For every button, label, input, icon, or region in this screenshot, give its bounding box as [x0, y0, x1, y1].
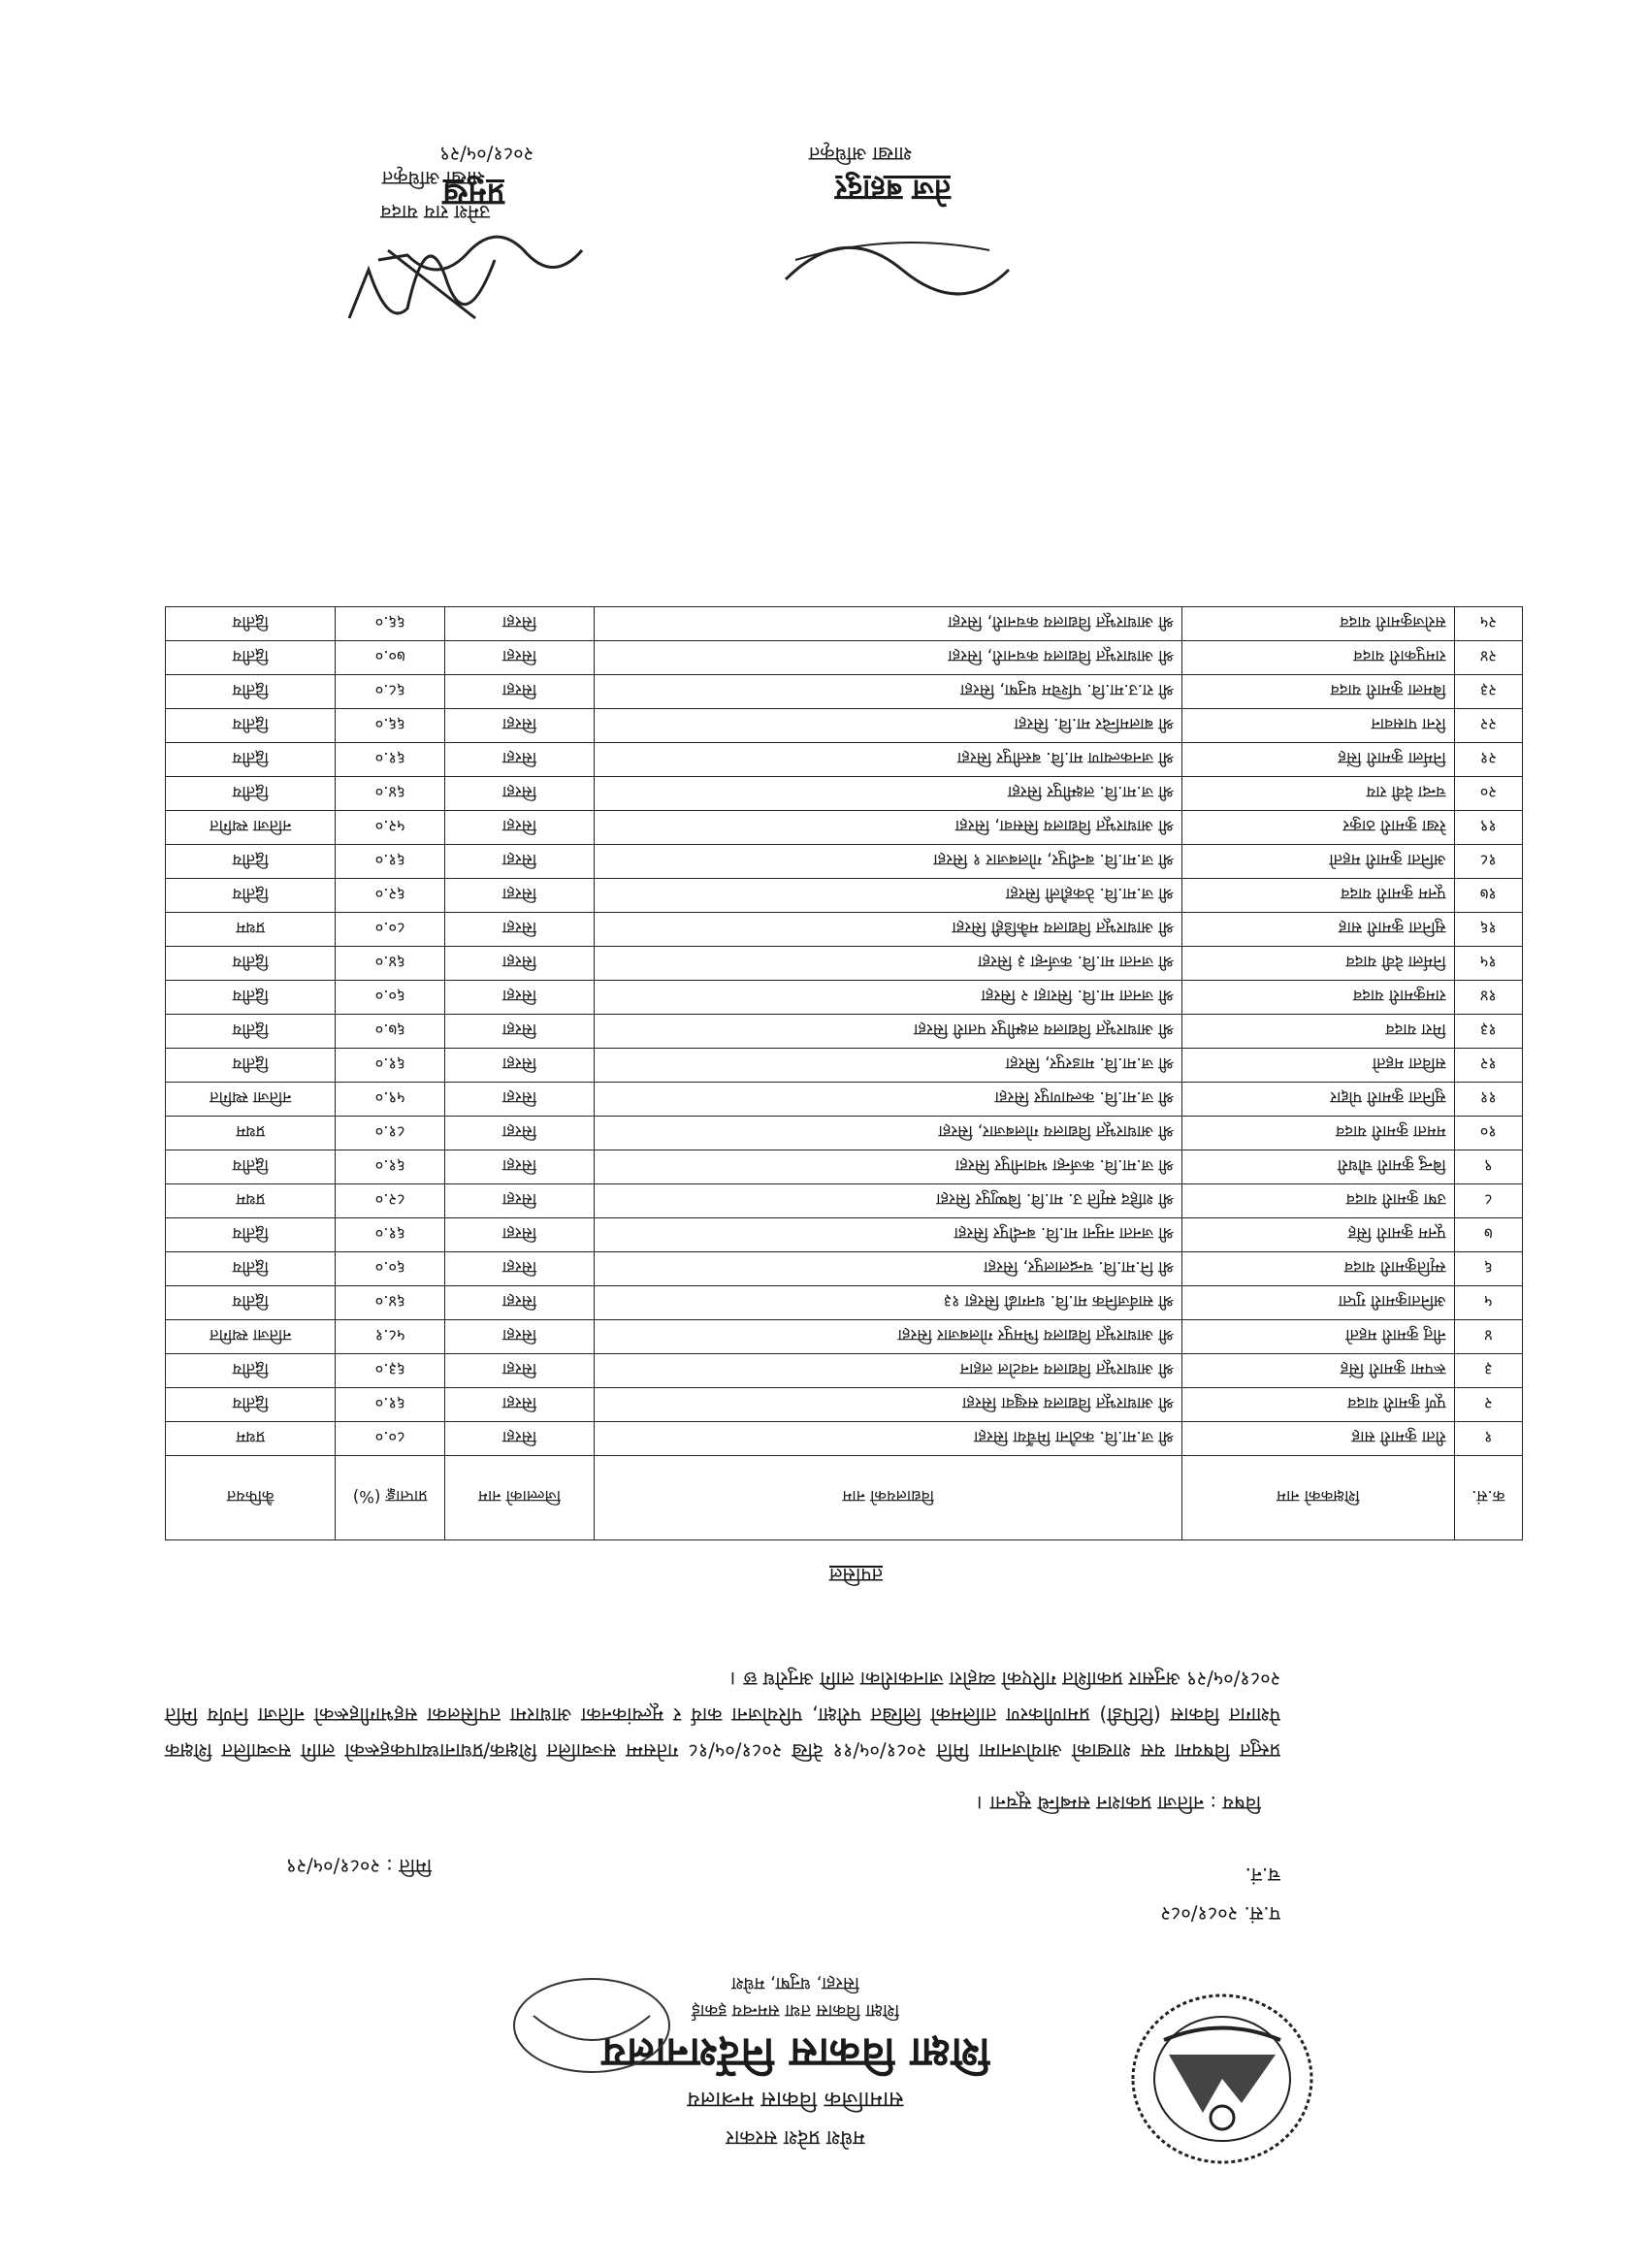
cell-district: सिरहा	[444, 1218, 594, 1252]
cell-name: ममता कुमारी यादव	[1182, 1117, 1454, 1150]
table-title: तपसिल	[828, 1564, 883, 1587]
table-body	[166, 607, 1523, 1456]
cell-name: अनिता कुमारी महतो	[1182, 845, 1454, 879]
cell-remarks: द्वितीय	[166, 1286, 336, 1320]
cell-remarks: द्वितीय	[166, 1252, 336, 1286]
signature-1-title: शाखा अधिकृत	[381, 167, 485, 190]
col-remarks: कैफियत	[166, 1456, 336, 1540]
cell-remarks: द्वितीय	[166, 709, 336, 743]
cell-percent: ६०.०	[336, 1252, 444, 1286]
cell-sn: १८	[1454, 845, 1522, 879]
cell-name: रेखा कुमारी ठाकुर	[1182, 811, 1454, 845]
col-district: जिल्लाको नाम	[444, 1456, 594, 1540]
cell-name: पूनम कुमारी यादव	[1182, 879, 1454, 913]
cell-sn: २१	[1454, 743, 1522, 777]
cell-remarks: प्रथम	[166, 1117, 336, 1150]
table-row	[166, 981, 1523, 1015]
cell-percent: ८१.०	[336, 1117, 444, 1150]
cell-school: श्री जनता नमुना मा.वि. बन्दीपुर सिरहा	[595, 1218, 1182, 1252]
table-row	[166, 845, 1523, 879]
cell-district: सिरहा	[444, 1422, 594, 1456]
dispatch-number: च.नं.	[1245, 1863, 1280, 1887]
cell-name: सरोजकुमारी यादव	[1182, 607, 1454, 641]
cell-sn: २४	[1454, 641, 1522, 675]
table-row	[166, 1320, 1523, 1354]
cell-sn: ९	[1454, 1150, 1522, 1184]
cell-school: श्री बालमन्दिर मा.वि. सिरहा	[595, 709, 1182, 743]
cell-remarks: द्वितीय	[166, 947, 336, 981]
cell-district: सिरहा	[444, 777, 594, 811]
table-row	[166, 811, 1523, 845]
cell-percent: ६२.०	[336, 879, 444, 913]
cell-school: श्री जनता मा.वि. कर्जन्हा ३ सिरहा	[595, 947, 1182, 981]
cell-school: श्री आधारभूत विद्यालय लक्ष्मीपुर पतारी सिरहा	[595, 1015, 1182, 1049]
cell-remarks: प्रथम	[166, 1184, 336, 1218]
cell-district: सिरहा	[444, 1354, 594, 1388]
cell-remarks: द्वितीय	[166, 879, 336, 913]
cell-district: सिरहा	[444, 1083, 594, 1117]
table-row	[166, 879, 1523, 913]
table-row	[166, 1015, 1523, 1049]
cell-name: चन्दा देवी राय	[1182, 777, 1454, 811]
table-row	[166, 913, 1523, 947]
cell-school: श्री आधारभूत विद्यालय मकैडिही सिरहा	[595, 913, 1182, 947]
cell-school: श्री आधारभूत विद्यालय नवटोल लहान	[595, 1354, 1182, 1388]
cell-remarks: द्वितीय	[166, 1388, 336, 1422]
cell-sn: १९	[1454, 811, 1522, 845]
cell-school: श्री जनता मा.वि. सिराहा २ सिरहा	[595, 981, 1182, 1015]
cell-sn: १०	[1454, 1117, 1522, 1150]
table-row	[166, 1184, 1523, 1218]
cell-school: श्री ज.मा.वि. ठेकहौली सिरहा	[595, 879, 1182, 913]
cell-remarks: द्वितीय	[166, 1354, 336, 1388]
cell-remarks: द्वितीय	[166, 1150, 336, 1184]
cell-percent: ६४.०	[336, 777, 444, 811]
cell-school: श्री आधारभूत विद्यालय गोलबजार, सिरहा	[595, 1117, 1182, 1150]
cell-remarks: प्रथम	[166, 913, 336, 947]
cell-percent: ६६.०	[336, 709, 444, 743]
signature-3-icon	[369, 221, 592, 289]
cell-district: सिरहा	[444, 743, 594, 777]
cell-school: श्री आधारभूत विद्यालय सखुवा सिरहा	[595, 1388, 1182, 1422]
cell-name: अनिताकुमारी गुप्ता	[1182, 1286, 1454, 1320]
table-row	[166, 1388, 1523, 1422]
table-row	[166, 1286, 1523, 1320]
cell-name: निर्मला कुमारी सिंह	[1182, 743, 1454, 777]
cell-district: सिरहा	[444, 981, 594, 1015]
cell-percent: ६०.०	[336, 981, 444, 1015]
signature-3-date: २०८१/०५/२९	[439, 143, 534, 166]
cell-percent: ८२.०	[336, 1184, 444, 1218]
cell-percent: ८०.०	[336, 1422, 444, 1456]
reference-number: प.सं. २०८१/०८२	[1160, 1902, 1280, 1926]
cell-percent: ६७.०	[336, 1015, 444, 1049]
cell-remarks: द्वितीय	[166, 1049, 336, 1083]
cell-remarks: द्वितीय	[166, 981, 336, 1015]
cell-district: सिरहा	[444, 811, 594, 845]
table-row	[166, 743, 1523, 777]
table-row	[166, 675, 1523, 709]
cell-district: सिरहा	[444, 1049, 594, 1083]
table-row	[166, 1117, 1523, 1150]
cell-sn: १३	[1454, 1015, 1522, 1049]
results-table	[165, 606, 1523, 1540]
cell-percent: ८०.०	[336, 913, 444, 947]
signature-2-name: तेज बहादुर	[835, 173, 951, 207]
cell-sn: १६	[1454, 913, 1522, 947]
cell-percent: ६४.०	[336, 1286, 444, 1320]
letter-subject: विषय : नतिजा प्रकाशन सम्बन्धि सूचना ।	[976, 1792, 1261, 1815]
table-row	[166, 1218, 1523, 1252]
cell-sn: ५	[1454, 1286, 1522, 1320]
col-school-name: विद्यालयको नाम	[595, 1456, 1182, 1540]
cell-name: बिमला कुमारी यादव	[1182, 675, 1454, 709]
cell-percent: ६१.०	[336, 1150, 444, 1184]
office-address: सिरहा, धनुषा, मधेश	[731, 1973, 859, 1993]
reference-block	[1161, 1856, 1281, 1933]
cell-school: श्री शहिद स्मृति उ. मा.वि. बिष्णुपुर सिरहा	[595, 1184, 1182, 1218]
cell-remarks: द्वितीय	[166, 1218, 336, 1252]
table-row	[166, 1422, 1523, 1456]
cell-district: सिरहा	[444, 1117, 594, 1150]
cell-sn: ६	[1454, 1252, 1522, 1286]
cell-school: श्री आधारभूत विद्यालय कचनारी, सिरहा	[595, 607, 1182, 641]
cell-name: स्मृतिकुमारी यादव	[1182, 1252, 1454, 1286]
cell-sn: २३	[1454, 675, 1522, 709]
cell-percent: ५२.०	[336, 811, 444, 845]
cell-percent: ६१.०	[336, 845, 444, 879]
cell-sn: १	[1454, 1422, 1522, 1456]
table-header-row	[166, 1456, 1523, 1540]
government-name: मधेश प्रदेश सरकार	[726, 2126, 865, 2150]
cell-percent: ६४.०	[336, 947, 444, 981]
cell-percent: ६१.०	[336, 743, 444, 777]
cell-name: सुनिता कुमारी पोद्दार	[1182, 1083, 1454, 1117]
cell-district: सिरहा	[444, 879, 594, 913]
signature-3-title: प्रमुख	[442, 177, 504, 213]
cell-percent: ६३.०	[336, 1354, 444, 1388]
table-row	[166, 777, 1523, 811]
cell-school: श्री रा.उ.मा.वि. पश्चिम धनुषा, सिरहा	[595, 675, 1182, 709]
cell-percent: ६१.०	[336, 1388, 444, 1422]
table-row	[166, 1252, 1523, 1286]
table-row	[166, 607, 1523, 641]
cell-remarks: द्वितीय	[166, 743, 336, 777]
cell-remarks: द्वितीय	[166, 845, 336, 879]
cell-school: श्री जनकल्याण मा.वि. बस्तीपुर सिरहा	[595, 743, 1182, 777]
cell-district: सिरहा	[444, 1320, 594, 1354]
cell-name: उषा कुमारी यादव	[1182, 1184, 1454, 1218]
cell-name: रामपुकारी यादव	[1182, 641, 1454, 675]
cell-school: श्री ज.मा.वि. कर्जन्हा भवानीपुर सिरहा	[595, 1150, 1182, 1184]
table-row	[166, 1150, 1523, 1184]
cell-name: रिना पासवान	[1182, 709, 1454, 743]
cell-remarks: द्वितीय	[166, 607, 336, 641]
cell-remarks: द्वितीय	[166, 777, 336, 811]
table-row	[166, 1354, 1523, 1388]
office-subtitle: शिक्षा विकास तथा समन्वय इकाई	[691, 2000, 900, 2021]
col-percent: प्राप्ताङ्क (%)	[336, 1456, 444, 1540]
cell-sn: ११	[1454, 1083, 1522, 1117]
cell-name: निर्मला देवी यादव	[1182, 947, 1454, 981]
cell-sn: २२	[1454, 709, 1522, 743]
cell-district: सिरहा	[444, 1252, 594, 1286]
cell-school: श्री ज.मा.वि. कठौना मिर्चैया सिरहा	[595, 1422, 1182, 1456]
cell-sn: २	[1454, 1388, 1522, 1422]
cell-sn: ३	[1454, 1354, 1522, 1388]
cell-district: सिरहा	[444, 845, 594, 879]
letter-date: मिति : २०८१/०५/२९	[286, 1855, 432, 1878]
cell-school: श्री ज.मा.वि. माडरपुर, सिरहा	[595, 1049, 1182, 1083]
cell-remarks: प्रथम	[166, 1422, 336, 1456]
cell-school: श्री आधारभूत विद्यालय भिमपुर गोलबजार सिरहा	[595, 1320, 1182, 1354]
col-serial: क.सं.	[1454, 1456, 1522, 1540]
cell-name: सुनिता कुमारी साह	[1182, 913, 1454, 947]
cell-school: श्री ज.मा.वि. कल्याणपुर सिरहा	[595, 1083, 1182, 1117]
cell-remarks: द्वितीय	[166, 641, 336, 675]
letter-body: प्रस्तुत विषयमा यस शाखाको आयोजनामा मिति २०८१/०५/११ देखि २०८१/०५/१८ गतेसम्म सञ्चालित शिक्षक/प्रधानाध्यापकहरूको लागि सञ्चालित शिक्षक पेशागत विकास (टिपिडी) प्रमाणीकरण तालिमको लिखित परीक्षा, परियोजना कार्य र मूल्यांकनका आधारमा तपसिलका सहभागीहरूको नतिजा निर्णय मिति २०८१/०५/२९ अनुसार प्रकाशित गरिएको व्यहोरा जानकारीका लागि अनुरोध छ ।	[165, 1668, 1280, 1763]
cell-district: सिरहा	[444, 675, 594, 709]
office-stamp-icon	[495, 1967, 689, 2084]
cell-district: सिरहा	[444, 1150, 594, 1184]
cell-school: श्री आधारभूत विद्यालय कचनारी, सिरहा	[595, 641, 1182, 675]
cell-name: बिन्दु कुमारी चौधरी	[1182, 1150, 1454, 1184]
signature-1-name: उमेश राय यादव	[380, 201, 490, 224]
table-row	[166, 947, 1523, 981]
cell-sn: १२	[1454, 1049, 1522, 1083]
cell-remarks: नतिजा स्थगित	[166, 811, 336, 845]
cell-sn: २०	[1454, 777, 1522, 811]
signature-2-icon	[766, 221, 1018, 328]
cell-name: सविता महतो	[1182, 1049, 1454, 1083]
cell-school: श्री ज.मा.वि. लक्ष्मीपुर सिरहा	[595, 777, 1182, 811]
cell-district: सिरहा	[444, 1388, 594, 1422]
cell-school: श्री ज.मा.वि. बन्दीपुर, गोलबजार १ सिरहा	[595, 845, 1182, 879]
cell-percent: ६१.०	[336, 1218, 444, 1252]
cell-sn: १४	[1454, 981, 1522, 1015]
cell-sn: ७	[1454, 1218, 1522, 1252]
cell-name: रीता कुमारी साह	[1182, 1422, 1454, 1456]
signature-2-title: शाखा अधिकृत	[808, 143, 912, 166]
cell-school: श्री नि.मा.वि. चन्द्रलालपुर, सिरहा	[595, 1252, 1182, 1286]
cell-school: श्री आधारभूत विद्यालय सिसवा, सिरहा	[595, 811, 1182, 845]
cell-name: रूपमा कुमारी सिंह	[1182, 1354, 1454, 1388]
cell-district: सिरहा	[444, 641, 594, 675]
cell-sn: ४	[1454, 1320, 1522, 1354]
table-row	[166, 709, 1523, 743]
table-row	[166, 1049, 1523, 1083]
cell-remarks: द्वितीय	[166, 1015, 336, 1049]
cell-district: सिरहा	[444, 607, 594, 641]
cell-district: सिरहा	[444, 1184, 594, 1218]
cell-percent: ५८.१	[336, 1320, 444, 1354]
cell-percent: ५९.०	[336, 1083, 444, 1117]
cell-name: मिरा यादव	[1182, 1015, 1454, 1049]
ministry-name: सामाजिक विकास मन्त्रालय	[687, 2087, 904, 2112]
cell-percent: ६१.०	[336, 1049, 444, 1083]
cell-percent: ७०.०	[336, 641, 444, 675]
cell-district: सिरहा	[444, 1015, 594, 1049]
cell-district: सिरहा	[444, 709, 594, 743]
cell-sn: ८	[1454, 1184, 1522, 1218]
cell-percent: ६६.०	[336, 607, 444, 641]
cell-district: सिरहा	[444, 947, 594, 981]
col-teacher-name: शिक्षकको नाम	[1182, 1456, 1454, 1540]
cell-district: सिरहा	[444, 913, 594, 947]
cell-name: नीतु कुमारी महतो	[1182, 1320, 1454, 1354]
cell-district: सिरहा	[444, 1286, 594, 1320]
government-emblem-icon	[1125, 1987, 1319, 2171]
table-row	[166, 641, 1523, 675]
table-row	[166, 1083, 1523, 1117]
cell-name: रामकुमारी यादव	[1182, 981, 1454, 1015]
cell-sn: १५	[1454, 947, 1522, 981]
cell-percent: ६८.०	[336, 675, 444, 709]
cell-sn: २५	[1454, 607, 1522, 641]
office-name: शिक्षा विकास निर्देशनालय	[600, 2029, 990, 2077]
cell-sn: १७	[1454, 879, 1522, 913]
cell-remarks: नतिजा स्थगित	[166, 1320, 336, 1354]
cell-remarks: नतिजा स्थगित	[166, 1083, 336, 1117]
cell-name: पूर्ण कुमारी यादव	[1182, 1388, 1454, 1422]
cell-remarks: द्वितीय	[166, 675, 336, 709]
cell-name: पूनम कुमारी सिंह	[1182, 1218, 1454, 1252]
cell-school: श्री सार्वजनिक मा.वि. धनगढी सिरहा १३	[595, 1286, 1182, 1320]
